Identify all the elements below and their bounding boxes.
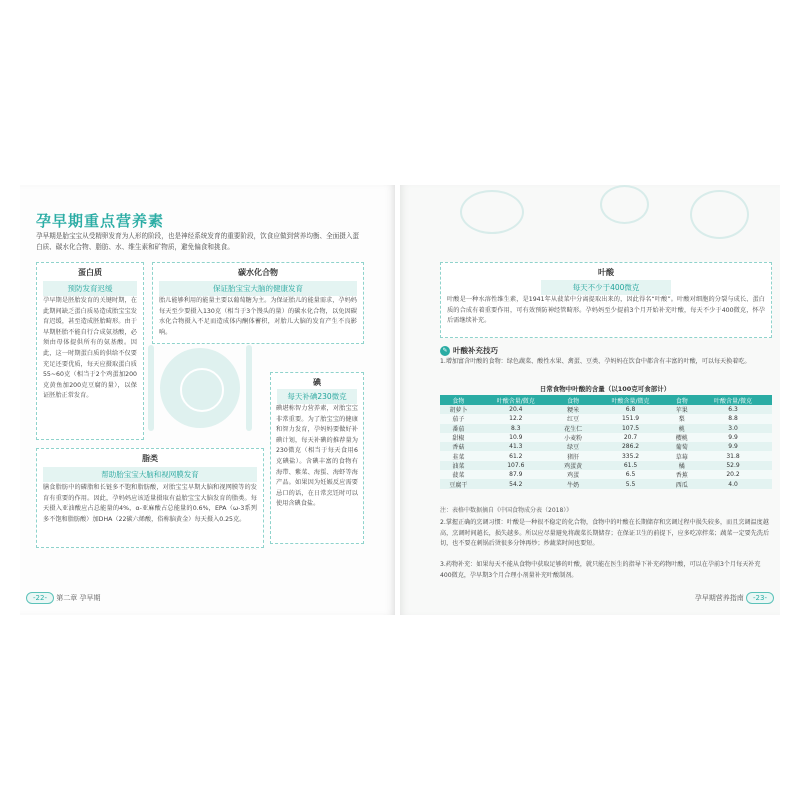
- table-cell: 3.0: [694, 424, 772, 433]
- table-note: 注：表格中数据摘自《中国食物成分表（2018）》: [440, 507, 573, 514]
- table-cell: 8.3: [477, 424, 555, 433]
- right-footer: [695, 592, 774, 604]
- table-cell: 胡萝卜: [440, 405, 477, 414]
- page-number-right: -23-: [746, 592, 774, 604]
- table-cell: 香蕉: [669, 470, 694, 479]
- table-cell: 草莓: [669, 451, 694, 460]
- table-cell: 6.5: [592, 470, 670, 479]
- table-header-cell: 食物: [440, 395, 477, 405]
- table-cell: 41.3: [477, 442, 555, 451]
- table-row: [440, 479, 772, 488]
- page-number-right-value: 23: [755, 594, 765, 602]
- fat-box: [36, 448, 264, 548]
- table-cell: 苹果: [669, 405, 694, 414]
- page-number-left: -22-: [26, 592, 54, 604]
- carbs-title: 碳水化合物: [238, 268, 278, 277]
- fat-text: 膳食脂肪中的磷脂和长链多不饱和脂肪酸，对胎宝宝早期大脑和视网膜等的发育有重要的作用。因此，孕妈妈应该适量摄取有益胎宝宝大脑发育的脂类。每天摄入亚油酸应占总能量的4%，α-亚麻酸占总能量的0.6%，EPA（ω-3系列多不饱和脂肪酸）加DHA（22碳六烯酸，俗称脑黄金）每天摄入0.25克。: [43, 484, 257, 523]
- table-row: [440, 461, 772, 470]
- protein-subtitle: 预防发育迟缓: [43, 281, 137, 296]
- table-cell: 樱桃: [669, 433, 694, 442]
- table-cell: 橘: [669, 461, 694, 470]
- protein-text: 孕早期是胚胎发育的关键时期，在此期间缺乏蛋白质易造成胎宝宝发育迟缓，甚至造成胚胎畸形。由于早期胚胎不能自行合成氨基酸，必须由母体提供所有的氨基酸。因此，这一时期蛋白质的供给不仅要充足还要优质，每天应摄取蛋白质55~60克（相当于2个鸡蛋加200克黄鱼加200克豆腐的量），以保证胚胎正常发育。: [43, 297, 137, 400]
- table-cell: 花生仁: [555, 424, 592, 433]
- tips-heading: [440, 345, 498, 356]
- table-cell: 6.3: [694, 405, 772, 414]
- table-row: [440, 424, 772, 433]
- table-row: [440, 470, 772, 479]
- table-caption: 日常食物中叶酸的含量（以100克可食部计）: [539, 385, 671, 393]
- table-cell: 9.9: [694, 433, 772, 442]
- table-cell: 10.9: [477, 433, 555, 442]
- table-row: [440, 414, 772, 423]
- fruit-decoration: [690, 190, 749, 239]
- folate-title: 叶酸: [598, 268, 614, 277]
- fat-subtitle: 帮助胎宝宝大脑和视网膜发育: [43, 467, 257, 482]
- table-cell: 油菜: [440, 461, 477, 470]
- vegetable-decoration: [600, 185, 649, 224]
- tip-3: 3.药物补充：如果每天不能从食物中获取足够的叶酸，就只能在医生的指导下补充药物叶酸，可以在孕前3个月每天补充400微克，孕早期3个月合理小剂量补充叶酸制剂。: [440, 561, 761, 579]
- fat-title: 脂类: [142, 454, 158, 463]
- table-cell: 鸡蛋: [555, 470, 592, 479]
- table-cell: 菠菜: [440, 470, 477, 479]
- tip-2: 2.掌握正确的烹调习惯：叶酸是一种很不稳定的化合物，食物中的叶酸在长期储存和烹调过程中损失较多，而且烹调温度越高，烹调时间越长，损失越多。所以应尽量避免将蔬菜长期储存；在保证卫生的前提下，应多吃凉拌菜；蔬菜一定要先洗后切，也不要在刺锅后烫很多分钟再炒；炒蔬菜时间也要短。: [440, 519, 770, 547]
- iodine-box: [270, 372, 364, 544]
- table-cell: 豆腐干: [440, 479, 477, 488]
- table-row: [440, 442, 772, 451]
- table-cell: 6.8: [592, 405, 670, 414]
- table-cell: 286.2: [592, 442, 670, 451]
- table-cell: 12.2: [477, 414, 555, 423]
- table-cell: 5.5: [592, 479, 670, 488]
- folate-text: 叶酸是一种水溶性维生素，是1941年从菠菜中分离提取出来的，因此得名“叶酸”。叶酸对细胞的分裂与成长、蛋白质的合成有着重要作用，可有效预防神经管畸形。孕妈妈至少提前3个月开始补充叶酸，每天不少于400微克，怀孕后需继续补充。: [447, 296, 765, 325]
- tip-1: 1.增加富含叶酸的食物：绿色蔬菜、酸性水果、禽蛋、豆类、孕妈妈在饮食中都含有丰富的叶酸，可以每天换着吃。: [440, 358, 751, 365]
- folate-table: [440, 395, 772, 489]
- table-cell: 西瓜: [669, 479, 694, 488]
- folate-box: [440, 262, 772, 338]
- table-header-cell: 食物: [555, 395, 592, 405]
- table-header-row: [440, 395, 772, 405]
- table-cell: 54.2: [477, 479, 555, 488]
- table-cell: 香菇: [440, 442, 477, 451]
- table-header-cell: 叶酸含量/微克: [694, 395, 772, 405]
- book-title-label: 孕早期营养指南: [694, 594, 744, 602]
- table-cell: 桃: [669, 424, 694, 433]
- iodine-title: 碘: [313, 378, 321, 387]
- table-cell: 茄子: [440, 414, 477, 423]
- table-cell: 61.2: [477, 451, 555, 460]
- tips-icon: ✎: [440, 346, 450, 356]
- table-cell: 8.8: [694, 414, 772, 423]
- table-cell: 葡萄: [669, 442, 694, 451]
- table-row: [440, 405, 772, 414]
- table-cell: 20.7: [592, 433, 670, 442]
- protein-box: [36, 262, 144, 440]
- plate-inner-ring: [180, 368, 224, 412]
- table-cell: 335.2: [592, 451, 670, 460]
- table-cell: 9.9: [694, 442, 772, 451]
- table-cell: 韭菜: [440, 451, 477, 460]
- carbs-box: [152, 262, 364, 344]
- table-cell: 红豆: [555, 414, 592, 423]
- protein-title: 蛋白质: [78, 268, 102, 277]
- table-cell: 20.4: [477, 405, 555, 414]
- table-header-cell: 叶酸含量/微克: [592, 395, 670, 405]
- table-cell: 20.2: [694, 470, 772, 479]
- left-footer: [26, 592, 100, 604]
- table-header-cell: 食物: [669, 395, 694, 405]
- iodine-subtitle: 每天补碘230微克: [277, 389, 357, 404]
- intro-paragraph: 孕早期是胎宝宝从受精卵发育为人形的阶段，也是神经系统发育的重要阶段，饮食应做到营养均衡、全面摄入蛋白质、碳水化合物、脂肪、水、维生素和矿物质，避免偏食和挑食。: [36, 232, 360, 251]
- table-cell: 梨: [669, 414, 694, 423]
- fork-illustration: [148, 345, 154, 431]
- table-cell: 52.9: [694, 461, 772, 470]
- table-cell: 牛奶: [555, 479, 592, 488]
- table-cell: 107.5: [592, 424, 670, 433]
- table-cell: 粳米: [555, 405, 592, 414]
- page-title: 孕早期重点营养素: [36, 212, 165, 230]
- folate-subtitle: 每天不少于400微克: [541, 280, 671, 295]
- carbs-subtitle: 保证胎宝宝大脑的健康发育: [159, 281, 357, 296]
- table-cell: 151.9: [592, 414, 670, 423]
- table-cell: 绿豆: [555, 442, 592, 451]
- chapter-label: 第二章 孕早期: [56, 594, 101, 602]
- carbs-text: 胎儿能够利用的能量主要以葡萄糖为主。为保证胎儿的能量需求，孕妈妈每天至少要摄入130克（相当于3个馒头的量）的碳水化合物，以免因碳水化合物摄入不足而造成体内酮体蓄积，对胎儿大脑的发育产生不良影响。: [159, 297, 357, 336]
- knife-illustration: [246, 345, 252, 431]
- table-cell: 4.0: [694, 479, 772, 488]
- plate-illustration: [160, 348, 240, 428]
- table-cell: 87.9: [477, 470, 555, 479]
- table-cell: 番茄: [440, 424, 477, 433]
- table-cell: 小麦粉: [555, 433, 592, 442]
- table-cell: 猪肝: [555, 451, 592, 460]
- table-cell: 鸡蛋黄: [555, 461, 592, 470]
- page-number-left-value: 22: [35, 594, 45, 602]
- table-row: [440, 451, 772, 460]
- table-header-cell: 叶酸含量/微克: [477, 395, 555, 405]
- table-cell: 61.5: [592, 461, 670, 470]
- table-row: [440, 433, 772, 442]
- table-cell: 31.8: [694, 451, 772, 460]
- tips-title: 叶酸补充技巧: [453, 346, 498, 355]
- leaf-decoration: [460, 190, 524, 234]
- table-cell: 甜椒: [440, 433, 477, 442]
- iodine-text: 碘堪称智力营养素，对胎宝宝非常重要。为了胎宝宝的健康和智力发育，孕妈妈要做好补碘计划，每天补碘的推荐量为230微克（相当于每天食用6克碘盐）。含碘丰富的食物有海带、紫菜、海蜇、海虾等海产品。如果因为妊娠反应需要忌口的话，在日常烹饪时可以使用含碘食盐。: [276, 405, 358, 508]
- table-cell: 107.6: [477, 461, 555, 470]
